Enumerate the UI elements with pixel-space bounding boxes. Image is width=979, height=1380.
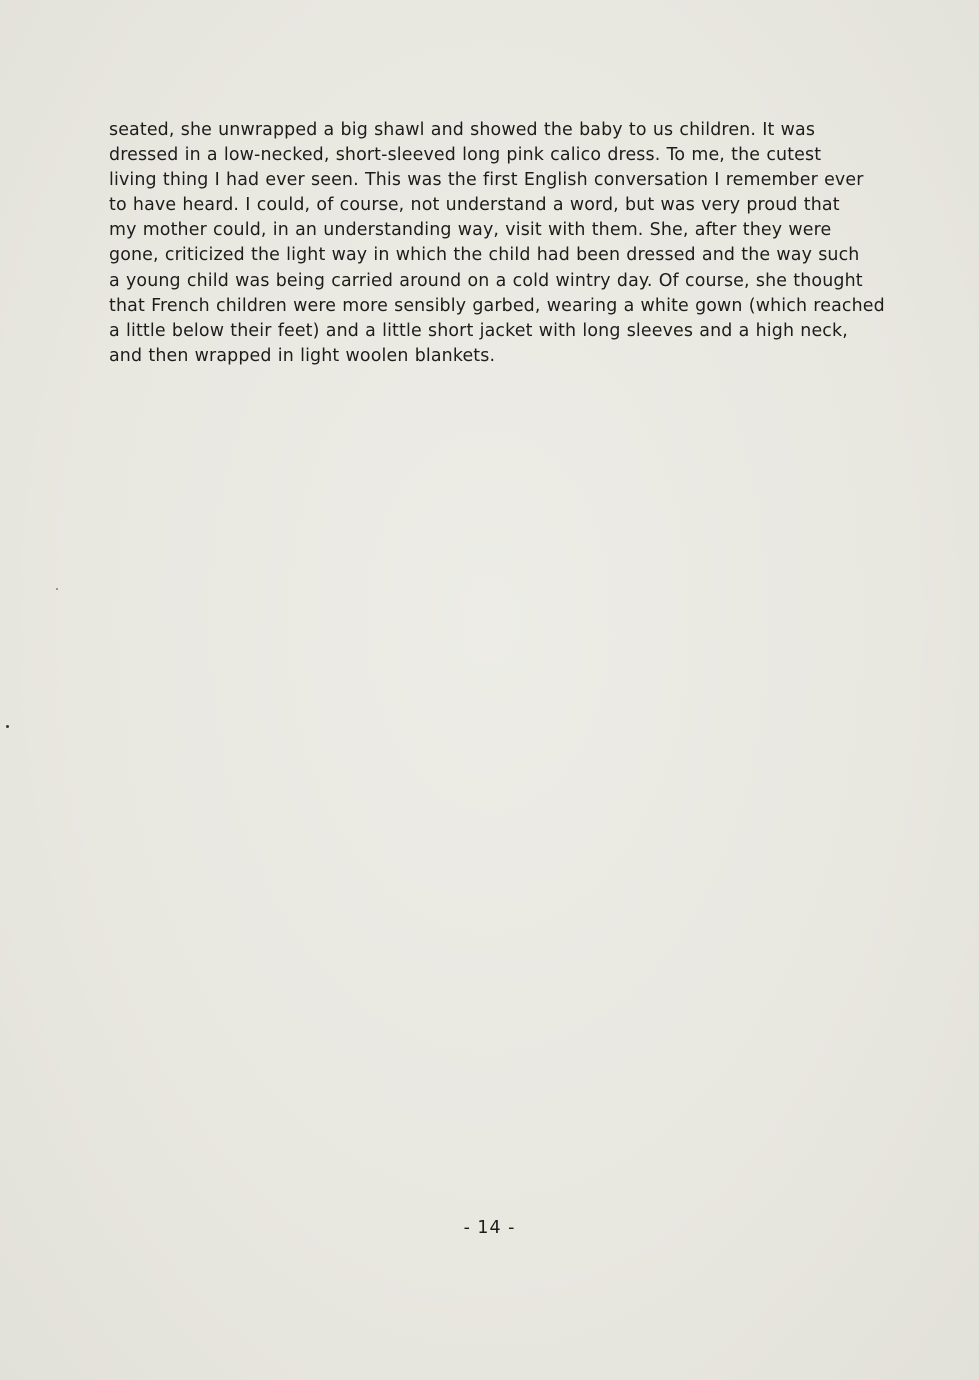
text-line: gone, criticized the light way in which the child had been dressed and the way such [109, 245, 860, 266]
text-line: seated, she unwrapped a big shawl and showed the baby to us children. It was [109, 120, 816, 140]
text-line: and then wrapped in light woolen blankets. [109, 345, 496, 366]
page-number: - 14 - [463, 1218, 516, 1238]
text-line: living thing I had ever seen. This was the first English conversation I remember ever [109, 170, 864, 191]
text-line: to have heard. I could, of course, not understand a word, but was very proud that [109, 195, 840, 216]
text-line: a little below their feet) and a little short jacket with long sleeves and a high neck, [109, 320, 848, 341]
paper-speck [6, 725, 9, 728]
paper-speck [56, 588, 58, 590]
body-paragraph [109, 118, 939, 369]
text-line: dressed in a low-necked, short-sleeved long pink calico dress. To me, the cutest [109, 145, 822, 166]
text-line: a young child was being carried around on a cold wintry day. Of course, she thought [109, 270, 863, 291]
text-line: my mother could, in an understanding way, visit with them. She, after they were [109, 220, 832, 241]
text-line: that French children were more sensibly garbed, wearing a white gown (which reached [109, 295, 885, 316]
